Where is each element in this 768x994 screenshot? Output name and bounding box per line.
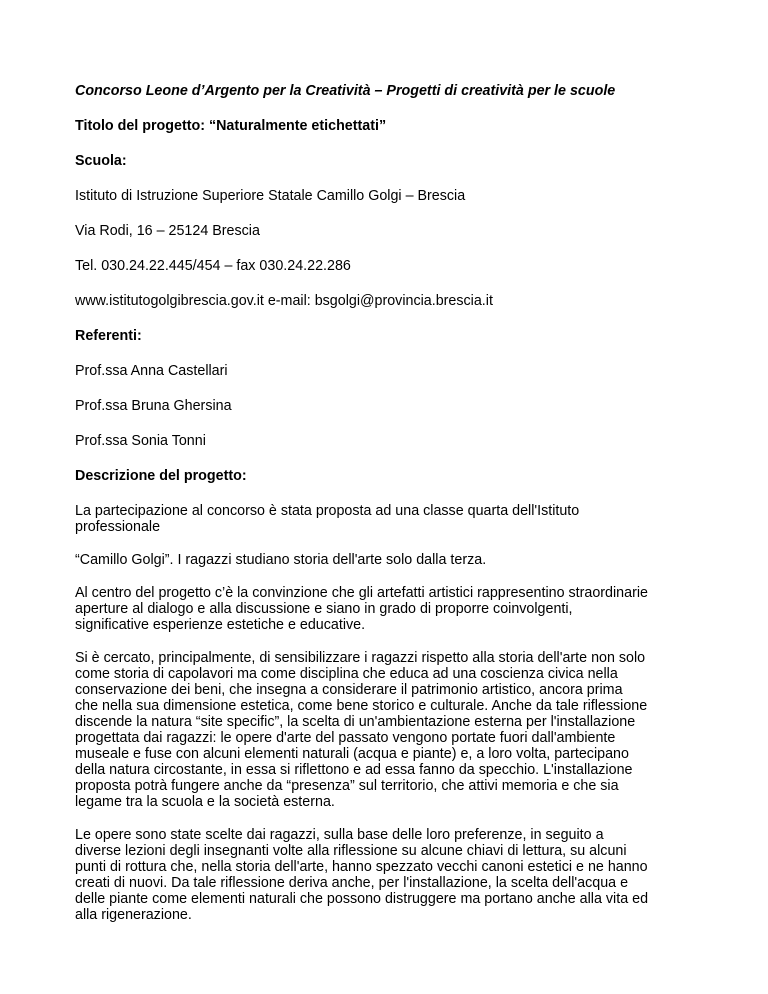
referent-item: Prof.ssa Sonia Tonni — [75, 433, 206, 449]
paragraph-line: discende la natura “site specific”, la scelta di un'ambientazione esterna per l'installazione — [75, 714, 636, 730]
description-paragraph — [75, 650, 695, 810]
paragraph-line: punti di rottura che, nella storia dell'arte, hanno spezzato vecchi canoni estetici e ne hanno — [75, 859, 648, 875]
referent-item: Prof.ssa Anna Castellari — [75, 363, 228, 379]
paragraph-line: creati di nuovi. Da tale riflessione deriva anche, per l'installazione, la scelta dell'acqua e — [75, 875, 629, 891]
document-title: Concorso Leone d’Argento per la Creatività – Progetti di creatività per le scuole — [75, 83, 616, 99]
school-phone: Tel. 030.24.22.445/454 – fax 030.24.22.286 — [75, 258, 351, 274]
paragraph-line: aperture al dialogo e alla discussione e siano in grado di proporre coinvolgenti, — [75, 601, 573, 617]
paragraph-line: alla rigenerazione. — [75, 907, 192, 923]
paragraph-line: Al centro del progetto c’è la convinzione che gli artefatti artistici rappresentino straordinarie — [75, 585, 648, 601]
paragraph-line: conservazione dei beni, che insegna a considerare il patrimonio artistico, ancora prima — [75, 682, 623, 698]
paragraph-line: “Camillo Golgi”. I ragazzi studiano storia dell'arte solo dalla terza. — [75, 552, 487, 568]
paragraph-line: professionale — [75, 519, 161, 535]
description-heading: Descrizione del progetto: — [75, 468, 247, 484]
paragraph-line: della natura circostante, in essa si riflettono e ad essa fanno da specchio. L'installazione — [75, 762, 633, 778]
school-name: Istituto di Istruzione Superiore Statale Camillo Golgi – Brescia — [75, 188, 466, 204]
project-title: Titolo del progetto: “Naturalmente etichettati” — [75, 118, 387, 134]
paragraph-line: delle piante come elementi naturali che possono distruggere ma portano anche alla vita ed — [75, 891, 649, 907]
school-heading: Scuola: — [75, 153, 127, 169]
paragraph-line: Si è cercato, principalmente, di sensibilizzare i ragazzi rispetto alla storia dell'arte non solo — [75, 650, 646, 666]
paragraph-line: La partecipazione al concorso è stata proposta ad una classe quarta dell'Istituto — [75, 503, 580, 519]
paragraph-line: come storia di capolavori ma come disciplina che educa ad una coscienza civica nella — [75, 666, 618, 682]
referent-item: Prof.ssa Bruna Ghersina — [75, 398, 232, 414]
description-paragraph — [75, 503, 695, 535]
description-paragraph — [75, 827, 695, 923]
paragraph-line: significative esperienze estetiche e educative. — [75, 617, 366, 633]
school-web-email: www.istitutogolgibrescia.gov.it e-mail: bsgolgi@provincia.brescia.it — [75, 293, 493, 309]
paragraph-line: che nella sua dimensione estetica, come bene storico e culturale. Anche da tale riflessione — [75, 698, 648, 714]
referents-heading: Referenti: — [75, 328, 142, 344]
paragraph-line: proposta potrà fungere anche da “presenza” sul territorio, che attivi memoria e che sia — [75, 778, 619, 794]
paragraph-line: museale e fuse con alcuni elementi naturali (acqua e piante) e, a loro volta, partecipano — [75, 746, 629, 762]
school-address: Via Rodi, 16 – 25124 Brescia — [75, 223, 260, 239]
paragraph-line: diverse lezioni degli insegnanti volte alla riflessione su alcune chiavi di lettura, su alcuni — [75, 843, 627, 859]
description-paragraph — [75, 585, 695, 633]
description-paragraph — [75, 552, 695, 568]
paragraph-line: progettata dai ragazzi: le opere d'arte del passato vengono portate fuori dall'ambiente — [75, 730, 616, 746]
paragraph-line: legame tra la scuola e la società esterna. — [75, 794, 335, 810]
document-body — [75, 83, 695, 940]
paragraph-line: Le opere sono state scelte dai ragazzi, sulla base delle loro preferenze, in seguito a — [75, 827, 604, 843]
